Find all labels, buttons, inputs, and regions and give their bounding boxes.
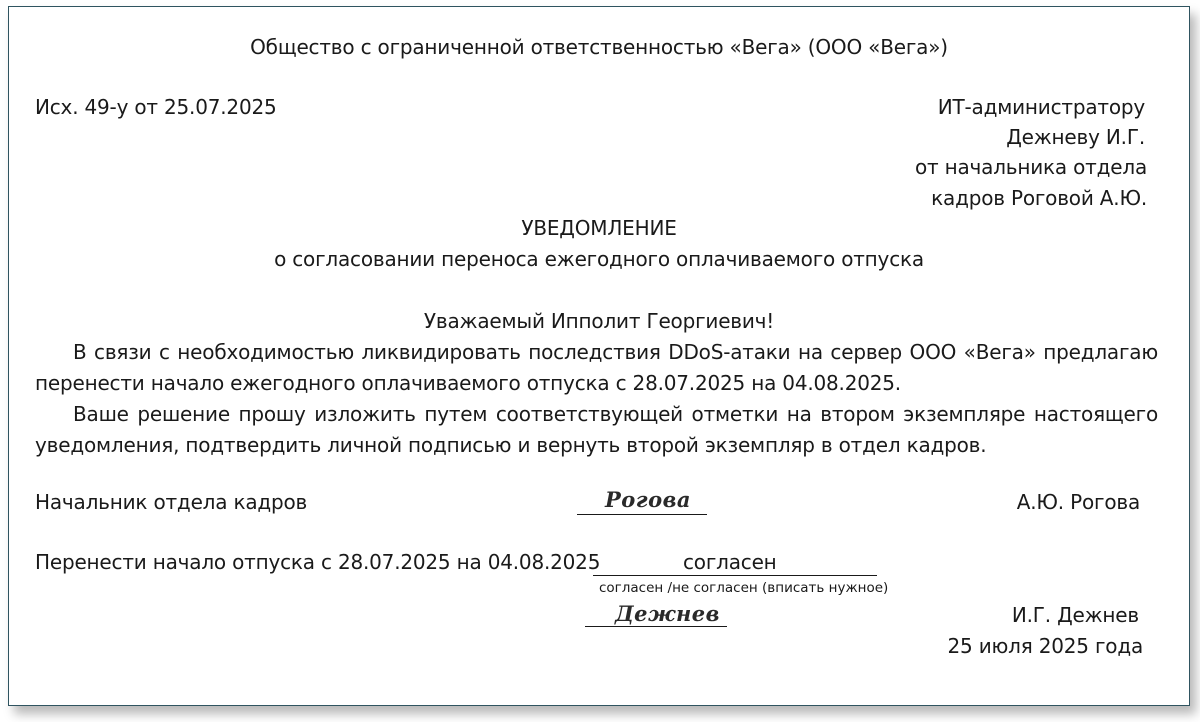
decision-date: 25 июля 2025 года [947, 634, 1143, 658]
employee-signature: Дежнев [615, 601, 720, 626]
decision-answer-line [593, 575, 877, 576]
employee-name: И.Г. Дежнев [1011, 603, 1139, 627]
sender-position: Начальник отдела кадров [35, 490, 308, 514]
document-subtitle: о согласовании переноса ежегодного оплачиваемого отпуска [274, 247, 924, 271]
decision-answer: согласен [683, 550, 777, 574]
sender-signature: Рогова [605, 487, 692, 512]
organization-name: Общество с ограниченной ответственностью «Вега» (ООО «Вега») [250, 35, 948, 59]
body-paragraph-1-text: В связи с необходимостью ликвидировать последствия DDoS-атаки на сервер ООО «Вега» предлагаю перенести начало ежегодного оплачиваемого отпуска с 28.07.2025 на 04.08.2025. [35, 340, 1158, 395]
sender-signature-line [577, 514, 707, 515]
addressee-line-4: кадров Роговой А.Ю. [931, 186, 1147, 210]
body-paragraph-2-text: Ваше решение прошу изложить путем соответствующей отметки на втором экземпляре настоящего уведомления, подтвердить личной подписью и вернуть второй экземпляр в отдел кадров. [35, 402, 1158, 457]
decision-hint: согласен /не согласен (вписать нужное) [599, 580, 889, 596]
addressee-line-3: от начальника отдела [914, 155, 1147, 179]
sender-name: А.Ю. Рогова [1016, 490, 1140, 514]
outgoing-reference: Исх. 49-у от 25.07.2025 [35, 95, 277, 119]
decision-text: Перенести начало отпуска с 28.07.2025 на 04.08.2025 [35, 550, 601, 574]
salutation: Уважаемый Ипполит Георгиевич! [423, 309, 775, 333]
document-page [8, 6, 1190, 706]
addressee-line-1: ИТ-администратору [937, 95, 1145, 119]
employee-signature-line [585, 626, 727, 627]
document-title: УВЕДОМЛЕНИЕ [521, 216, 677, 240]
body-paragraph-2 [35, 399, 1158, 461]
addressee-line-2: Дежневу И.Г. [1006, 125, 1145, 149]
body-paragraph-1 [35, 337, 1158, 399]
